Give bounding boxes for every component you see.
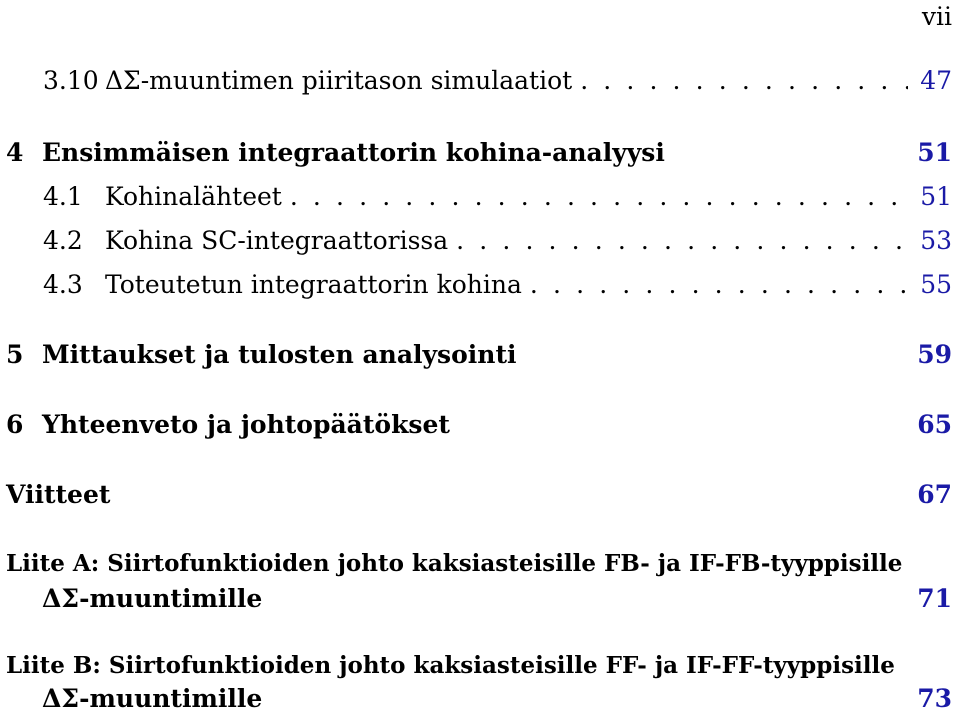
dot-leader	[580, 66, 908, 95]
chapter-title: Liite A: Siirtofunktioiden johto kaksiasteisille FB- ja IF-FB-tyyppisille	[6, 550, 903, 577]
chapter-title-continued: ΔΣ-muuntimille	[42, 684, 263, 713]
page-link[interactable]: 71	[917, 584, 952, 613]
toc-entry-4-1[interactable]	[6, 182, 952, 211]
toc-chapter-5[interactable]	[6, 340, 952, 369]
page-number: vii	[921, 2, 952, 31]
section-number: 4.3	[43, 270, 83, 299]
dot-leader	[290, 182, 908, 211]
section-number: 4.2	[43, 226, 83, 255]
section-title: Kohinalähteet	[105, 182, 282, 211]
dot-leader	[530, 270, 908, 299]
page-link[interactable]: 55	[920, 270, 952, 299]
chapter-title: Liite B: Siirtofunktioiden johto kaksiasteisille FF- ja IF-FF-tyyppisille	[6, 652, 895, 679]
chapter-title: Viitteet	[6, 480, 111, 509]
chapter-number: 4	[6, 138, 24, 167]
section-title: Kohina SC-integraattorissa	[105, 226, 449, 255]
chapter-title: Mittaukset ja tulosten analysointi	[42, 340, 517, 369]
page-link[interactable]: 73	[917, 684, 952, 713]
toc-appendix-b-cont[interactable]	[42, 684, 952, 713]
section-title: ΔΣ-muuntimen piiritason simulaatiot	[105, 66, 573, 95]
dot-leader	[456, 226, 908, 255]
chapter-number: 6	[6, 410, 24, 439]
section-number: 4.1	[43, 182, 83, 211]
toc-chapter-4[interactable]	[6, 138, 952, 167]
section-number: 3.10	[43, 66, 99, 95]
chapter-title-continued: ΔΣ-muuntimille	[42, 584, 263, 613]
page-link[interactable]: 51	[920, 182, 952, 211]
chapter-title: Ensimmäisen integraattorin kohina-analyysi	[42, 138, 665, 167]
page-link[interactable]: 65	[917, 410, 952, 439]
page-link[interactable]: 59	[917, 340, 952, 369]
toc-appendix-b[interactable]	[6, 652, 952, 679]
chapter-number: 5	[6, 340, 24, 369]
page-link[interactable]: 67	[917, 480, 952, 509]
chapter-title: Yhteenveto ja johtopäätökset	[42, 410, 450, 439]
page-link[interactable]: 53	[920, 226, 952, 255]
toc-references[interactable]	[6, 480, 952, 509]
toc-entry-4-2[interactable]	[6, 226, 952, 255]
section-title: Toteutetun integraattorin kohina	[105, 270, 522, 299]
toc-appendix-a[interactable]	[6, 550, 952, 577]
toc-appendix-a-cont[interactable]	[42, 584, 952, 613]
page-link[interactable]: 47	[920, 66, 952, 95]
toc-entry-3-10[interactable]	[6, 66, 952, 95]
page-link[interactable]: 51	[917, 138, 952, 167]
toc-chapter-6[interactable]	[6, 410, 952, 439]
toc-entry-4-3[interactable]	[6, 270, 952, 299]
